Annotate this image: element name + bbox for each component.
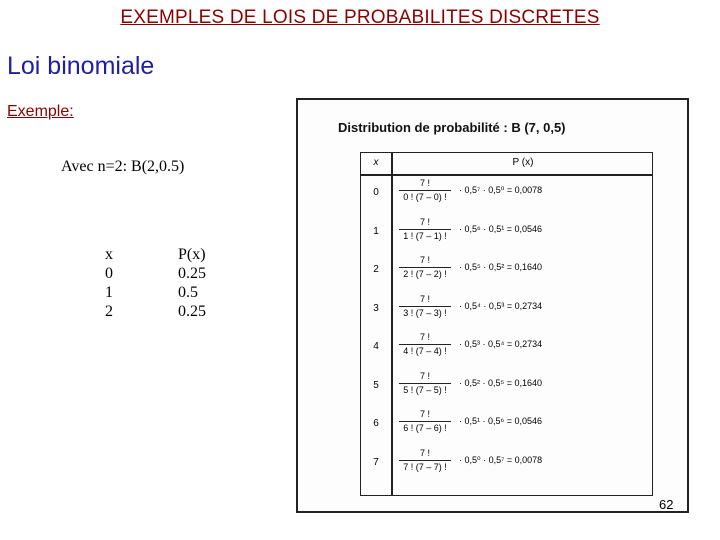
dist-probability: · 0,5⁵ · 0,5² = 0,1640 xyxy=(459,262,543,272)
binomial-fraction xyxy=(397,254,453,281)
dist-k: 5 xyxy=(373,379,379,391)
distribution-table xyxy=(360,152,653,496)
fraction-denominator: 2 ! (7 – 2) ! xyxy=(403,269,447,279)
dist-row xyxy=(361,215,654,253)
binomial-fraction xyxy=(397,447,453,474)
example-table-row xyxy=(105,283,238,302)
fraction-numerator: 7 ! xyxy=(419,447,430,458)
dist-probability: · 0,5⁰ · 0,5⁷ = 0,0078 xyxy=(459,454,543,465)
example-header-p: P(x) xyxy=(178,246,206,263)
dist-header-x: x xyxy=(373,157,379,168)
binomial-fraction xyxy=(397,370,453,397)
example-cell-p: 0.25 xyxy=(178,265,206,282)
dist-k: 6 xyxy=(373,418,379,429)
dist-probability: · 0,5² · 0,5⁵ = 0,1640 xyxy=(459,377,543,388)
fraction-numerator: 7 ! xyxy=(419,409,430,419)
fraction-denominator: 0 ! (7 – 0) ! xyxy=(403,192,447,202)
dist-k: 0 xyxy=(373,187,379,198)
example-table-row xyxy=(105,264,238,283)
example-header-x: x xyxy=(105,246,113,263)
dist-header-p: P (x) xyxy=(512,157,534,168)
binomial-fraction xyxy=(397,331,453,358)
scan-title: Distribution de probabilité : B (7, 0,5) xyxy=(338,120,566,135)
example-cell-x: 2 xyxy=(105,303,113,320)
example-table xyxy=(105,245,238,321)
example-table-header xyxy=(105,245,238,264)
example-cell-p: 0.25 xyxy=(178,303,206,320)
fraction-denominator: 1 ! (7 – 1) ! xyxy=(403,230,447,241)
example-intro: Avec n=2: B(2,0.5) xyxy=(61,158,185,175)
dist-k: 3 xyxy=(373,302,379,314)
dist-probability: · 0,5⁴ · 0,5³ = 0,2734 xyxy=(459,300,543,311)
fraction-numerator: 7 ! xyxy=(419,216,430,227)
dist-k: 7 xyxy=(373,456,379,468)
binomial-fraction xyxy=(397,177,453,204)
example-cell-x: 1 xyxy=(105,284,113,301)
dist-row xyxy=(361,330,654,368)
dist-probability: · 0,5¹ · 0,5⁶ = 0,0546 xyxy=(459,416,543,426)
dist-row xyxy=(361,446,654,484)
fraction-denominator: 5 ! (7 – 5) ! xyxy=(403,384,447,395)
dist-probability: · 0,5³ · 0,5⁴ = 0,2734 xyxy=(459,339,543,349)
scanned-distribution-image xyxy=(296,98,689,513)
binomial-fraction xyxy=(397,408,453,435)
fraction-numerator: 7 ! xyxy=(419,293,430,304)
fraction-denominator: 4 ! (7 – 4) ! xyxy=(403,346,447,356)
dist-row xyxy=(361,292,654,330)
dist-k: 2 xyxy=(373,264,379,275)
dist-k: 4 xyxy=(373,341,379,352)
slide-subtitle: Loi binomiale xyxy=(7,52,155,80)
page-number: 62 xyxy=(659,497,674,512)
dist-row xyxy=(361,369,654,407)
fraction-denominator: 6 ! (7 – 6) ! xyxy=(403,423,447,433)
dist-k: 1 xyxy=(373,225,379,237)
fraction-numerator: 7 ! xyxy=(419,178,430,188)
binomial-fraction xyxy=(397,216,453,243)
binomial-fraction xyxy=(397,293,453,320)
fraction-numerator: 7 ! xyxy=(419,370,430,381)
slide-title: EXEMPLES DE LOIS DE PROBABILITES DISCRETES xyxy=(120,7,600,28)
fraction-numerator: 7 ! xyxy=(419,332,430,342)
example-cell-p: 0.5 xyxy=(178,284,198,301)
dist-row xyxy=(361,253,654,291)
dist-probability: · 0,5⁷ · 0,5⁰ = 0,0078 xyxy=(459,185,543,195)
example-table-row xyxy=(105,302,238,321)
example-label: Exemple: xyxy=(7,103,74,120)
dist-probability: · 0,5⁶ · 0,5¹ = 0,0546 xyxy=(459,223,543,234)
fraction-denominator: 3 ! (7 – 3) ! xyxy=(403,307,447,318)
example-cell-x: 0 xyxy=(105,265,113,282)
dist-row xyxy=(361,407,654,445)
fraction-denominator: 7 ! (7 – 7) ! xyxy=(403,461,447,472)
dist-row xyxy=(361,176,654,214)
fraction-numerator: 7 ! xyxy=(419,255,430,265)
